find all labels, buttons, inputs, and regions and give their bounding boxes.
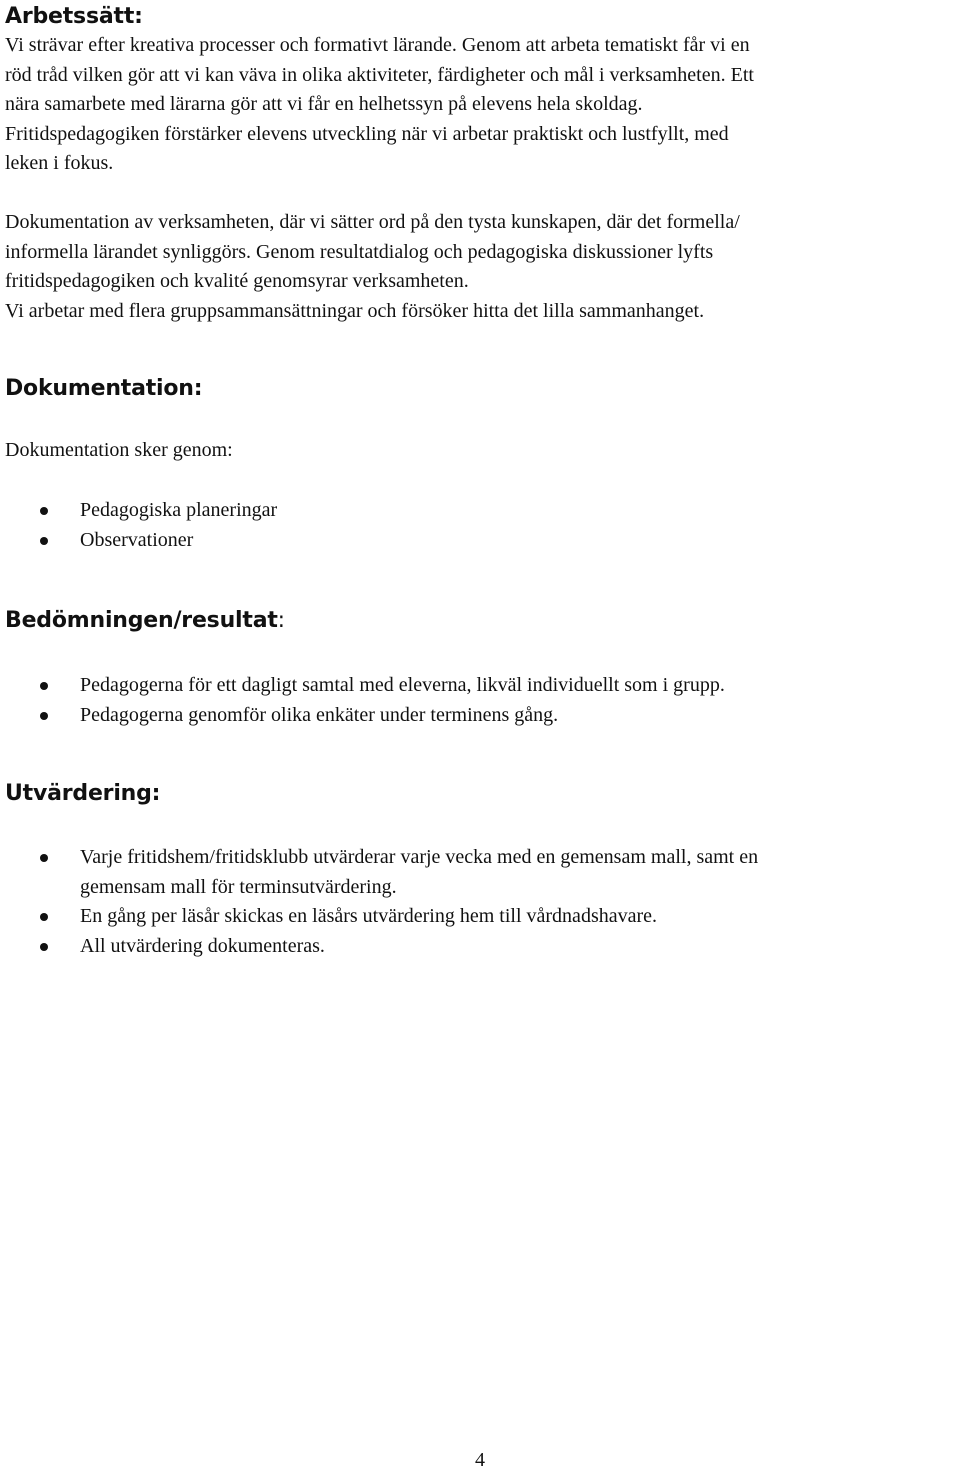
heading-arbetssatt: Arbetssätt: — [5, 4, 143, 29]
paragraph-line: Dokumentation av verksamheten, där vi sätter ord på den tysta kunskapen, där det formella/ — [5, 211, 740, 233]
bullet-icon — [40, 943, 48, 951]
list-item-text: Varje fritidshem/fritidsklubb utvärderar varje vecka med en gemensam mall, samt en — [80, 846, 759, 868]
list-item-text: Observationer — [80, 528, 194, 551]
paragraph-line: röd tråd vilken gör att vi kan väva in olika aktiviteter, färdigheter och mål i verksamheten. Ett — [5, 63, 754, 86]
list-item — [0, 902, 960, 932]
list-item-text: Pedagogerna för ett dagligt samtal med eleverna, likväl individuellt som i grupp. — [80, 674, 725, 696]
paragraph-arbetssatt-documentation — [5, 208, 957, 326]
dokumentation-list — [0, 496, 960, 555]
paragraph-line: Fritidspedagogiken förstärker elevens utveckling när vi arbetar praktiskt och lustfyllt, med — [5, 122, 729, 145]
list-item-text: En gång per läsår skickas en läsårs utvärdering hem till vårdnadshavare. — [80, 905, 658, 928]
list-item — [0, 701, 960, 731]
list-item-text: gemensam mall för terminsutvärdering. — [80, 875, 397, 898]
bullet-icon — [40, 682, 48, 690]
list-item — [0, 932, 960, 962]
bedomningen-list — [0, 671, 960, 730]
utvardering-list — [0, 843, 960, 961]
list-item — [0, 526, 960, 556]
heading-bedomningen — [5, 608, 285, 634]
paragraph-arbetssatt-intro — [5, 31, 957, 179]
paragraph-line: leken i fokus. — [5, 152, 114, 175]
heading-bedomningen-text: Bedömningen/resultat — [5, 608, 278, 633]
bullet-icon — [40, 913, 48, 921]
heading-utvardering: Utvärdering: — [5, 781, 161, 806]
heading-bedomningen-colon: : — [277, 608, 285, 633]
list-item-text: Pedagogerna genomför olika enkäter under terminens gång. — [80, 703, 559, 726]
list-item — [0, 671, 960, 701]
bullet-icon — [40, 537, 48, 545]
bullet-icon — [40, 507, 48, 515]
paragraph-line: Vi strävar efter kreativa processer och formativt lärande. Genom att arbeta tematiskt får vi en — [5, 34, 750, 56]
page-number: 4 — [475, 1449, 485, 1471]
list-item-text: All utvärdering dokumenteras. — [80, 934, 325, 957]
bullet-icon — [40, 854, 48, 862]
list-item — [0, 496, 960, 526]
bullet-icon — [40, 712, 48, 720]
heading-dokumentation: Dokumentation: — [5, 376, 203, 401]
list-item — [0, 843, 960, 902]
paragraph-line: Vi arbetar med flera gruppsammansättningar och försöker hitta det lilla sammanhanget. — [5, 299, 705, 322]
list-item-text: Pedagogiska planeringar — [80, 499, 278, 521]
paragraph-line: fritidspedagogiken och kvalité genomsyrar verksamheten. — [5, 270, 469, 293]
paragraph-line: informella lärandet synliggörs. Genom resultatdialog och pedagogiska diskussioner lyfts — [5, 240, 714, 263]
paragraph-line: nära samarbete med lärarna gör att vi får en helhetssyn på elevens hela skoldag. — [5, 93, 643, 116]
dokumentation-intro: Dokumentation sker genom: — [5, 439, 233, 461]
